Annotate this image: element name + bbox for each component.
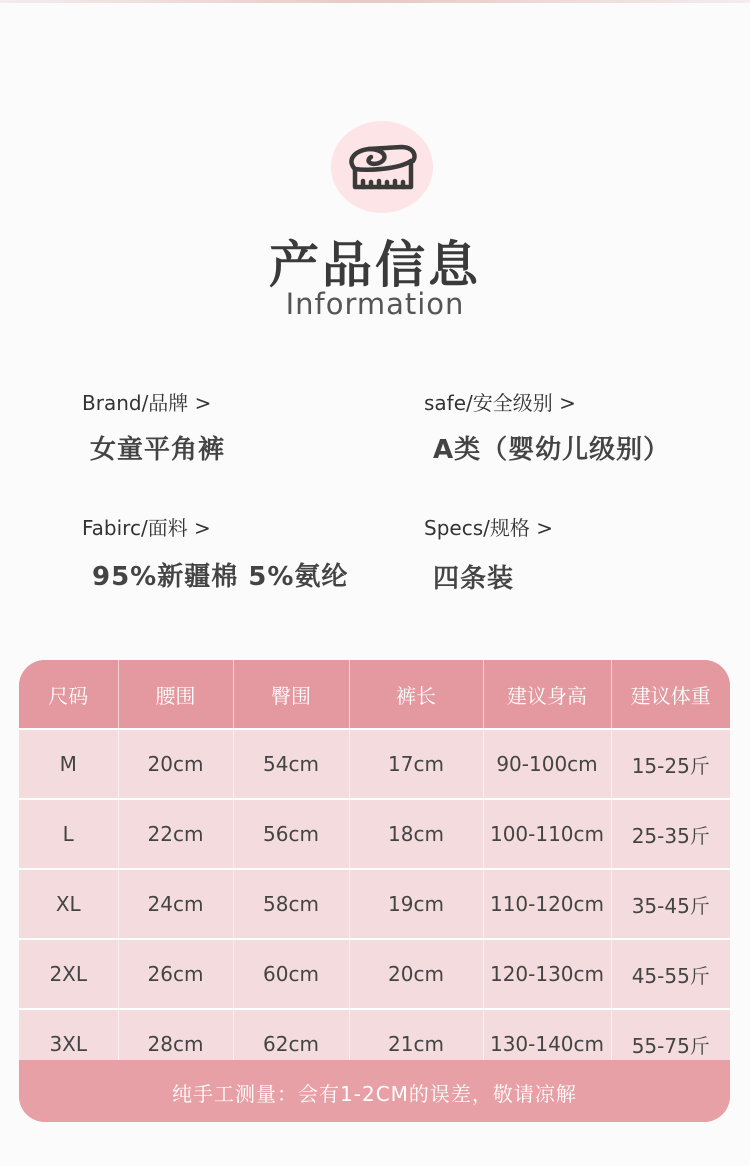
table-cell: 100-110cm <box>483 799 611 869</box>
table-cell: 60cm <box>233 939 349 1009</box>
header-size: 尺码 <box>19 660 118 729</box>
header-waist: 腰围 <box>118 660 233 729</box>
fabric-value: 95%新疆棉 5%氨纶 <box>92 562 349 592</box>
table-cell: 20cm <box>118 729 233 799</box>
table-cell: 54cm <box>233 729 349 799</box>
table-cell: M <box>19 729 118 799</box>
table-cell: 62cm <box>233 1009 349 1079</box>
brand-label: Brand/品牌 > <box>82 391 212 415</box>
header-height: 建议身高 <box>483 660 611 729</box>
table-cell: 24cm <box>118 869 233 939</box>
table-cell: 18cm <box>349 799 483 869</box>
table-cell: 56cm <box>233 799 349 869</box>
specs-label: Specs/规格 > <box>424 516 553 540</box>
table-cell: 3XL <box>19 1009 118 1079</box>
fabric-label: Fabirc/面料 > <box>82 516 211 540</box>
header-weight: 建议体重 <box>611 660 730 729</box>
table-cell: 55-75斤 <box>611 1009 730 1079</box>
table-cell: 120-130cm <box>483 939 611 1009</box>
table-cell: 21cm <box>349 1009 483 1079</box>
table-cell: 22cm <box>118 799 233 869</box>
header-length: 裤长 <box>349 660 483 729</box>
table-cell: 15-25斤 <box>611 729 730 799</box>
brand-value: 女童平角裤 <box>90 435 226 465</box>
table-cell: L <box>19 799 118 869</box>
table-cell: 25-35斤 <box>611 799 730 869</box>
size-chart <box>19 660 730 1122</box>
table-cell: 35-45斤 <box>611 869 730 939</box>
table-cell: 19cm <box>349 869 483 939</box>
table-cell: 28cm <box>118 1009 233 1079</box>
header-hip: 臀围 <box>233 660 349 729</box>
page-title: 产品信息 <box>269 236 481 294</box>
table-cell: 58cm <box>233 869 349 939</box>
table-cell: 2XL <box>19 939 118 1009</box>
table-cell: XL <box>19 869 118 939</box>
specs-value: 四条装 <box>433 564 515 594</box>
table-cell: 130-140cm <box>483 1009 611 1079</box>
table-row <box>19 939 730 1009</box>
measurement-note: 纯手工测量：会有1-2CM的误差，敬请凉解 <box>172 1082 577 1106</box>
safety-value: A类（婴幼儿级别） <box>433 435 671 465</box>
table-row <box>19 869 730 939</box>
table-cell: 110-120cm <box>483 869 611 939</box>
table-cell: 90-100cm <box>483 729 611 799</box>
tape-measure-icon <box>339 131 425 201</box>
table-cell: 20cm <box>349 939 483 1009</box>
safety-label: safe/安全级别 > <box>424 391 576 415</box>
page-subtitle: Information <box>285 287 465 321</box>
table-row <box>19 729 730 799</box>
table-footer <box>19 1060 730 1122</box>
table-header-row <box>19 660 730 729</box>
table-cell: 17cm <box>349 729 483 799</box>
top-divider <box>0 0 750 3</box>
table-cell: 45-55斤 <box>611 939 730 1009</box>
table-cell: 26cm <box>118 939 233 1009</box>
icon-badge <box>331 121 433 213</box>
table-row <box>19 799 730 869</box>
size-table <box>19 660 730 1080</box>
